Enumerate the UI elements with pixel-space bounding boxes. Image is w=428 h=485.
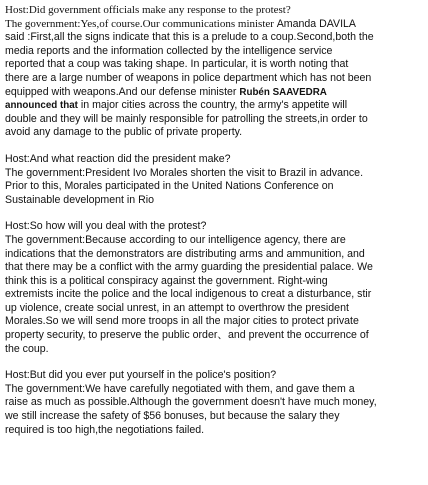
answer-text: there are a large number of weapons in police department which has not been — [5, 71, 372, 84]
text-line — [5, 58, 425, 72]
text-line — [5, 167, 425, 181]
text-line — [5, 72, 425, 86]
paragraph-deal — [5, 220, 425, 356]
document-body — [5, 4, 425, 450]
answer-text: indications that the demonstrators are distributing arms and ammunition, and — [5, 247, 365, 260]
answer-text: Morales.So we will send more troops in all the major cities to protect private — [5, 315, 359, 328]
text-line — [5, 369, 425, 383]
text-line — [5, 45, 425, 59]
answer-text: reported that a coup was taking shape. In particular, it is worth noting that — [5, 58, 349, 71]
answer-text: double and they will be mainly responsible for patrolling the streets,in order to — [5, 112, 368, 125]
text-line — [5, 248, 425, 262]
answer-text: think this is a political conspiracy against the government. Right-wing — [5, 274, 328, 287]
minister-name: Amanda DAVILA — [276, 17, 357, 30]
answer-text: the coup. — [5, 342, 49, 355]
text-line — [5, 194, 425, 208]
paragraph-police — [5, 369, 425, 437]
question-text: Host:Did government officials make any response to the protest? — [5, 4, 291, 16]
text-line — [5, 220, 425, 234]
text-line — [5, 396, 425, 410]
paragraph-response — [5, 4, 425, 140]
text-line — [5, 113, 425, 127]
answer-text: required is too high,the negotiations failed. — [5, 423, 205, 436]
answer-text: extremists incite the police and the local indigenous to creat a disturbance, stir — [5, 288, 372, 301]
answer-text: said :First,all the signs indicate that this is a prelude to a coup.Second,both the — [5, 31, 374, 44]
question-text: Host:So how will you deal with the protest? — [5, 220, 207, 233]
answer-text: Sustainable development in Rio — [5, 193, 154, 206]
answer-text: media reports and the information collected by the intelligence service — [5, 44, 333, 57]
text-line — [5, 234, 425, 248]
text-line — [5, 261, 425, 275]
answer-text: The government:President Ivo Morales shorten the visit to Brazil in advance. — [5, 166, 364, 179]
answer-text: property security, to preserve the public order、and prevent the occurrence of — [5, 329, 369, 342]
answer-text: The government:Because according to our intelligence agency, there are — [5, 233, 346, 246]
text-line — [5, 315, 425, 329]
text-line — [5, 86, 425, 100]
text-line — [5, 4, 425, 18]
defense-minister-name: Rubén SAAVEDRA — [239, 86, 327, 98]
paragraph-president — [5, 153, 425, 207]
answer-text: The government:Yes,of course.Our communications minister — [5, 17, 277, 30]
text-line — [5, 410, 425, 424]
text-line — [5, 126, 425, 140]
text-line — [5, 424, 425, 438]
text-line — [5, 302, 425, 316]
answer-text: raise as much as possible.Although the government doesn't have much money, — [5, 396, 377, 409]
question-text: Host:But did you ever put yourself in the police's position? — [5, 369, 277, 382]
text-line — [5, 31, 425, 45]
answer-text: up violence, create social unrest, in an attempt to overthrow the president — [5, 301, 349, 314]
text-line — [5, 343, 425, 357]
text-line — [5, 329, 425, 343]
text-line — [5, 275, 425, 289]
answer-text: avoid any damage to the public of private property. — [5, 126, 243, 139]
bold-text: announced that — [5, 100, 78, 112]
text-line — [5, 180, 425, 194]
text-line — [5, 153, 425, 167]
text-line — [5, 99, 425, 113]
answer-text: we still increase the safety of $56 bonuses, but because the salary they — [5, 410, 340, 423]
answer-text: equipped with weapons.And our defense minister — [5, 85, 240, 98]
text-line — [5, 383, 425, 397]
answer-text: Prior to this, Morales participated in the United Nations Conference on — [5, 180, 334, 193]
answer-text: that there may be a conflict with the army guarding the presidential palace. We — [5, 261, 373, 274]
text-line — [5, 18, 425, 32]
answer-text: The government:We have carefully negotiated with them, and gave them a — [5, 382, 355, 395]
text-line — [5, 288, 425, 302]
answer-text: in major cities across the country, the army's appetite will — [77, 99, 348, 112]
question-text: Host:And what reaction did the president make? — [5, 152, 231, 165]
